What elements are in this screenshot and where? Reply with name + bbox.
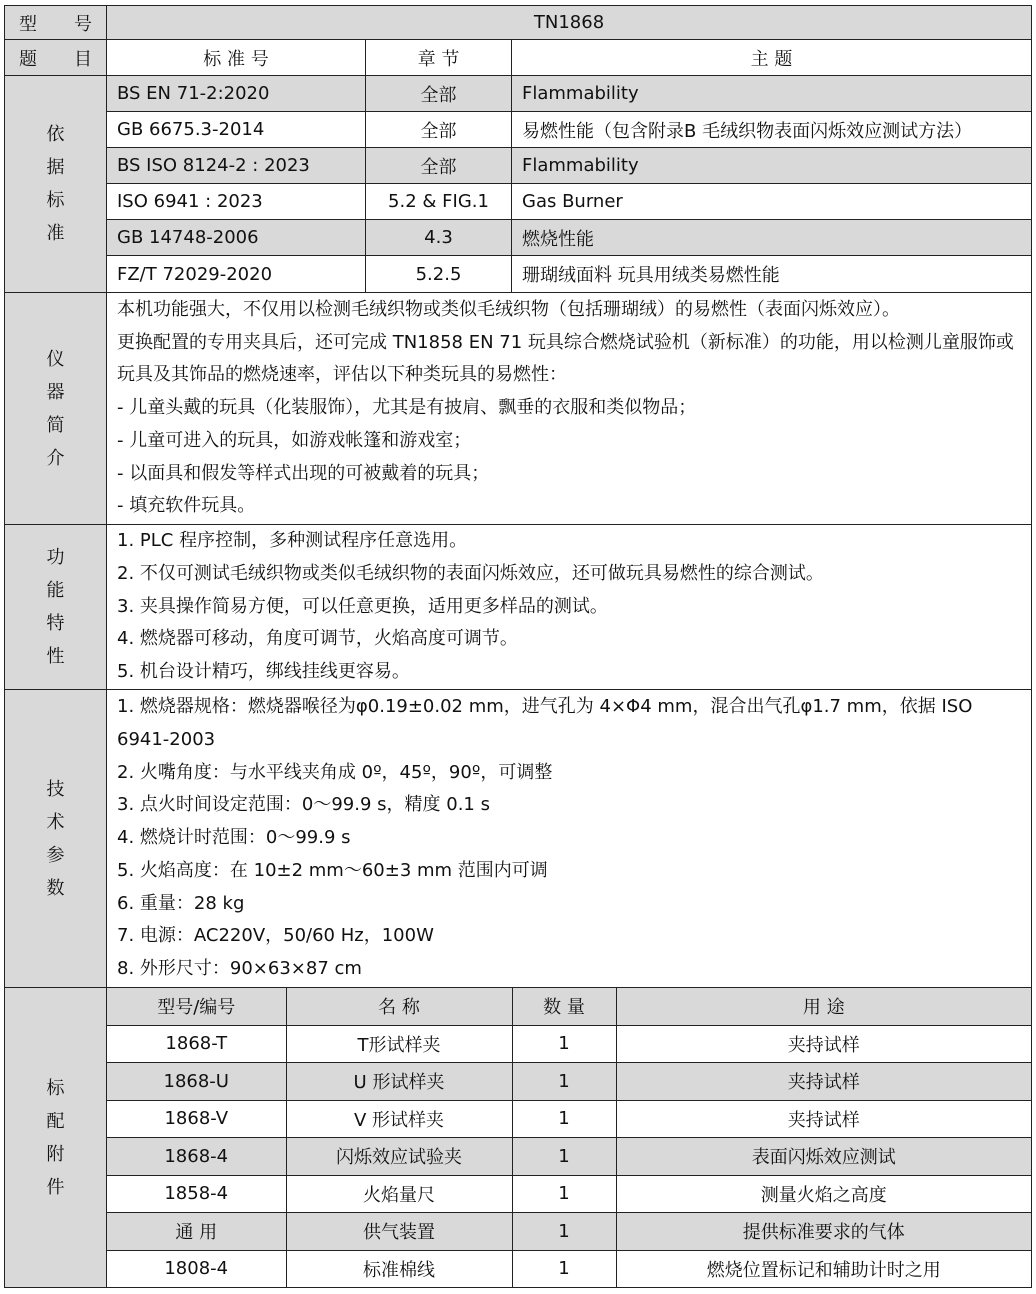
acc-model: 1868-4 <box>107 1138 286 1176</box>
intro-text <box>107 293 1032 525</box>
acc-name: U 形试样夹 <box>286 1063 512 1101</box>
acc-model: 通 用 <box>107 1213 286 1251</box>
acc-qty: 1 <box>512 1025 616 1063</box>
intro-line: - 以面具和假发等样式出现的可被戴着的玩具； <box>117 462 490 484</box>
acc-qty: 1 <box>512 1175 616 1213</box>
standard-row <box>5 184 1032 220</box>
acc-use: 表面闪烁效应测试 <box>616 1138 1031 1176</box>
standard-chapter: 全部 <box>366 76 512 112</box>
acc-use: 夹持试样 <box>616 1063 1031 1101</box>
acc-model: 1868-V <box>107 1100 286 1138</box>
standard-row <box>5 148 1032 184</box>
standard-subject: 珊瑚绒面料 玩具用绒类易燃性能 <box>512 256 1032 293</box>
table-row <box>107 1025 1031 1063</box>
standard-number: FZ/T 72029-2020 <box>107 256 366 293</box>
param-line: 1. 燃烧器规格：燃烧器喉径为φ0.19±0.02 mm，进气孔为 4×Φ4 mm，混合出气孔φ1.7 mm，依据 ISO 6941-2003 <box>117 696 973 751</box>
standard-subject: 易燃性能（包含附录B 毛绒织物表面闪烁效应测试方法） <box>512 112 1032 148</box>
params-row <box>5 690 1032 988</box>
acc-name: 供气装置 <box>286 1213 512 1251</box>
acc-qty: 1 <box>512 1063 616 1101</box>
acc-qty: 1 <box>512 1138 616 1176</box>
standard-chapter: 全部 <box>366 148 512 184</box>
param-line: 3. 点火时间设定范围：0～99.9 s，精度 0.1 s <box>117 794 490 816</box>
feature-line: 5. 机台设计精巧，绑线挂线更容易。 <box>117 661 410 683</box>
feature-line: 1. PLC 程序控制，多种测试程序任意选用。 <box>117 530 468 552</box>
acc-model: 1808-4 <box>164 1258 229 1280</box>
intro-line: - 儿童头戴的玩具（化装服饰），尤其是有披肩、飘垂的衣服和类似物品； <box>117 397 697 419</box>
acc-col-model: 型号/编号 <box>107 988 286 1025</box>
acc-qty: 1 <box>512 1250 616 1287</box>
intro-row <box>5 293 1032 525</box>
standard-row <box>5 112 1032 148</box>
intro-section-label: 仪 器 简 介 <box>5 293 107 525</box>
acc-name: T形试样夹 <box>286 1025 512 1063</box>
acc-model: 1868-T <box>107 1025 286 1063</box>
accessories-cell <box>107 988 1032 1288</box>
topic-label: 题 目 <box>5 40 107 76</box>
standard-number: ISO 6941 : 2023 <box>107 184 366 220</box>
standard-row <box>5 220 1032 256</box>
standard-number: GB 14748-2006 <box>107 220 366 256</box>
standards-section-label: 依 据 标 准 <box>5 76 107 293</box>
acc-col-name: 名 称 <box>286 988 512 1025</box>
acc-name: V 形试样夹 <box>286 1100 512 1138</box>
features-row <box>5 525 1032 690</box>
intro-line: - 儿童可进入的玩具，如游戏帐篷和游戏室； <box>117 429 472 451</box>
intro-line: - 填充软件玩具。 <box>117 495 256 517</box>
standard-subject: Flammability <box>512 148 1032 184</box>
accessories-table <box>107 988 1031 1287</box>
model-row <box>5 6 1032 40</box>
acc-col-use: 用 途 <box>616 988 1031 1025</box>
feature-line: 4. 燃烧器可移动，角度可调节，火焰高度可调节。 <box>117 628 518 650</box>
table-row <box>107 1100 1031 1138</box>
param-line: 5. 火焰高度：在 10±2 mm～60±3 mm 范围内可调 <box>117 859 548 881</box>
acc-name: 标准棉线 <box>286 1250 512 1287</box>
param-line: 6. 重量：28 kg <box>117 892 245 914</box>
param-line: 4. 燃烧计时范围：0～99.9 s <box>117 827 351 849</box>
col-subject-header: 主 题 <box>512 40 1032 76</box>
params-text <box>107 690 1032 988</box>
table-row <box>107 1175 1031 1213</box>
spec-sheet-table <box>4 5 1032 1288</box>
acc-model: 1858-4 <box>107 1175 286 1213</box>
col-standard-header: 标 准 号 <box>107 40 366 76</box>
features-text <box>107 525 1032 690</box>
col-chapter-header: 章 节 <box>366 40 512 76</box>
standard-row <box>5 76 1032 112</box>
acc-qty: 1 <box>512 1100 616 1138</box>
feature-line: 3. 夹具操作简易方便，可以任意更换，适用更多样品的测试。 <box>117 595 608 617</box>
acc-name: 闪烁效应试验夹 <box>286 1138 512 1176</box>
acc-model: 1868-U <box>107 1063 286 1101</box>
table-row <box>107 1138 1031 1176</box>
param-line: 8. 外形尺寸：90×63×87 cm <box>117 957 362 979</box>
acc-use: 测量火焰之高度 <box>616 1175 1031 1213</box>
acc-use: 提供标准要求的气体 <box>616 1213 1031 1251</box>
standard-chapter: 5.2.5 <box>366 256 512 293</box>
acc-use: 燃烧位置标记和辅助计时之用 <box>616 1250 1031 1287</box>
param-line: 7. 电源：AC220V，50/60 Hz，100W <box>117 925 434 947</box>
param-line: 2. 火嘴角度：与水平线夹角成 0º，45º，90º，可调整 <box>117 761 553 783</box>
standard-row <box>5 256 1032 293</box>
standard-subject: 燃烧性能 <box>512 220 1032 256</box>
acc-use: 夹持试样 <box>616 1100 1031 1138</box>
model-value: TN1868 <box>107 6 1032 40</box>
standard-number: GB 6675.3-2014 <box>107 112 366 148</box>
features-section-label: 功 能 特 性 <box>5 525 107 690</box>
accessories-header-row <box>107 988 1031 1025</box>
acc-col-qty: 数 量 <box>512 988 616 1025</box>
standard-subject: Flammability <box>512 76 1032 112</box>
topic-header-row <box>5 40 1032 76</box>
standard-chapter: 全部 <box>366 112 512 148</box>
table-row <box>107 1063 1031 1101</box>
accessories-section-label: 标 配 附 件 <box>5 988 107 1288</box>
accessories-row <box>5 988 1032 1288</box>
params-section-label: 技 术 参 数 <box>5 690 107 988</box>
intro-line: 本机功能强大，不仅用以检测毛绒织物或类似毛绒织物（包括珊瑚绒）的易燃性（表面闪烁效应）。 <box>117 299 900 321</box>
acc-name: 火焰量尺 <box>286 1175 512 1213</box>
standard-number: BS ISO 8124-2 : 2023 <box>107 148 366 184</box>
standard-chapter: 4.3 <box>366 220 512 256</box>
acc-qty: 1 <box>512 1213 616 1251</box>
standard-subject: Gas Burner <box>512 184 1032 220</box>
intro-line: 更换配置的专用夹具后，还可完成 TN1858 EN 71 玩具综合燃烧试验机（新标准）的功能，用以检测儿童服饰或玩具及其饰品的燃烧速率，评估以下种类玩具的易燃性： <box>117 331 1014 386</box>
standard-chapter: 5.2 & FIG.1 <box>366 184 512 220</box>
model-label: 型 号 <box>5 6 107 40</box>
table-row <box>107 1250 1031 1287</box>
standard-number: BS EN 71-2:2020 <box>107 76 366 112</box>
feature-line: 2. 不仅可测试毛绒织物或类似毛绒织物的表面闪烁效应，还可做玩具易燃性的综合测试。 <box>117 562 824 584</box>
acc-use: 夹持试样 <box>616 1025 1031 1063</box>
table-row <box>107 1213 1031 1251</box>
